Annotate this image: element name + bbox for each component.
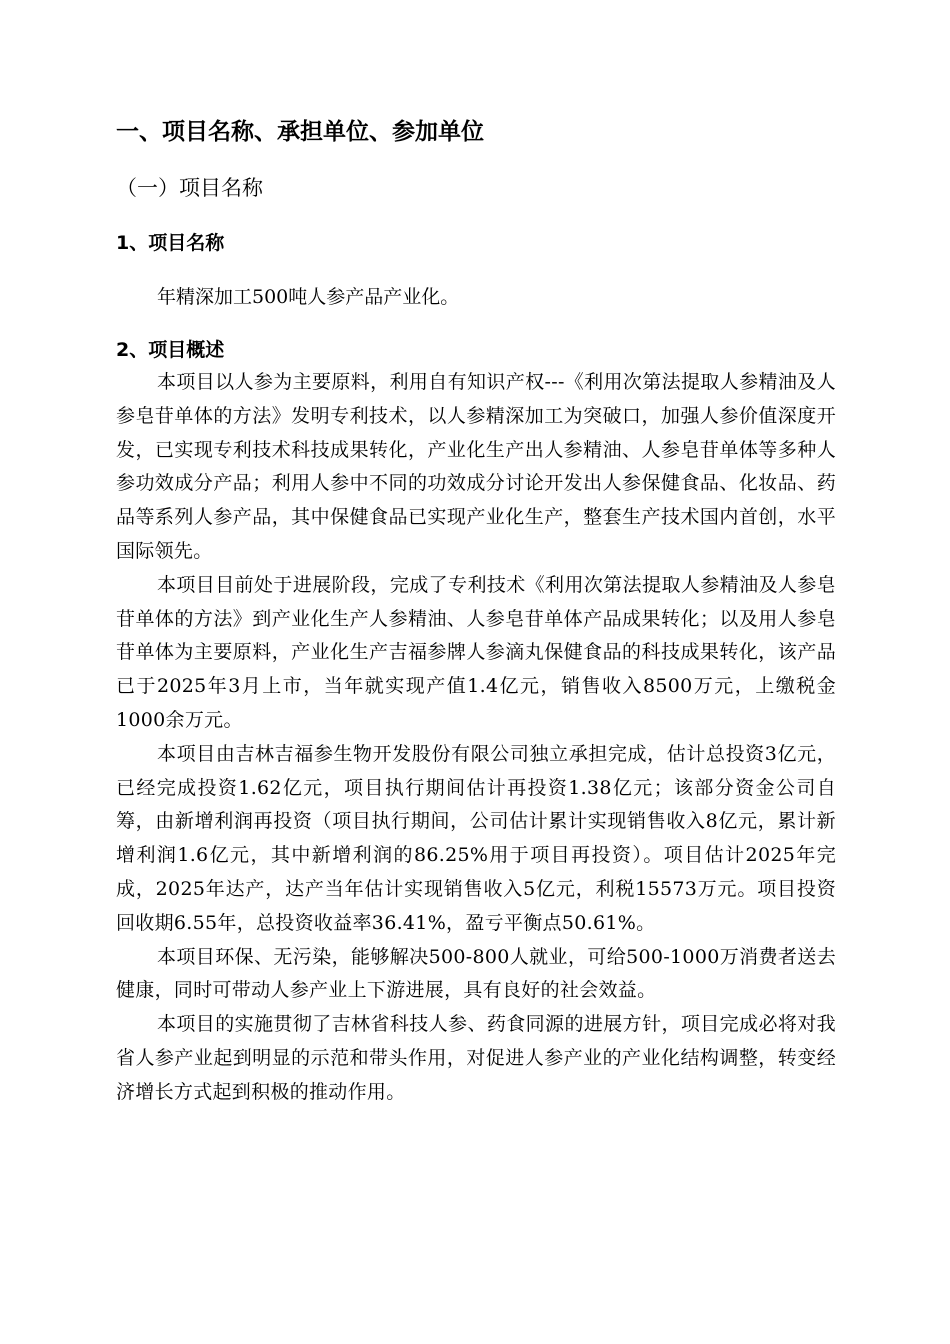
overview-paragraph: 本项目环保、无污染，能够解决500-800人就业，可给500-1000万消费者送去健康，同时可带动人参产业上下游进展，具有良好的社会效益。 xyxy=(116,945,836,1002)
item-heading-overview: 2、项目概述 xyxy=(116,339,225,361)
project-name-text: 年精深加工500吨人参产品产业化。 xyxy=(157,286,460,308)
overview-paragraph: 本项目的实施贯彻了吉林省科技人参、药食同源的进展方针，项目完成必将对我省人参产业起到明显的示范和带头作用，对促进人参产业的产业化结构调整，转变经济增长方式起到积极的推动作用。 xyxy=(116,1013,836,1103)
overview-paragraph: 本项目目前处于进展阶段，完成了专利技术《利用次第法提取人参精油及人参皂苷单体的方法》到产业化生产人参精油、人参皂苷单体产品成果转化；以及用人参皂苷单体为主要原料，产业化生产吉福参牌人参滴丸保健食品的科技成果转化，该产品已于2025年3月上市，当年就实现产值1.4亿元，销售收入8500万元，上缴税金1000余万元。 xyxy=(116,573,836,731)
overview-paragraph: 本项目由吉林吉福参生物开发股份有限公司独立承担完成，估计总投资3亿元，已经完成投资1.62亿元，项目执行期间估计再投资1.38亿元；该部分资金公司自筹，由新增利润再投资（项目执行期间，公司估计累计实现销售收入8亿元，累计新增利润1.6亿元，其中新增利润的86.25%用于项目再投资）。项目估计2025年完成，2025年达产，达产当年估计实现销售收入5亿元，利税15573万元。项目投资回收期6.55年，总投资收益率36.41%，盈亏平衡点50.61%。 xyxy=(116,742,836,934)
overview-body xyxy=(116,366,836,1110)
subsection-heading: （一）项目名称 xyxy=(116,176,263,200)
overview-paragraph: 本项目以人参为主要原料，利用自有知识产权---《利用次第法提取人参精油及人参皂苷单体的方法》发明专利技术，以人参精深加工为突破口，加强人参价值深度开发，已实现专利技术科技成果转化，产业化生产出人参精油、人参皂苷单体等多种人参功效成分产品；利用人参中不同的功效成分讨论开发出人参保健食品、化妆品、药品等系列人参产品，其中保健食品已实现产业化生产，整套生产技术国内首创，水平国际领先。 xyxy=(116,371,836,562)
item-heading-project-name: 1、项目名称 xyxy=(116,232,225,254)
section-heading-main: 一、项目名称、承担单位、参加单位 xyxy=(116,119,484,145)
